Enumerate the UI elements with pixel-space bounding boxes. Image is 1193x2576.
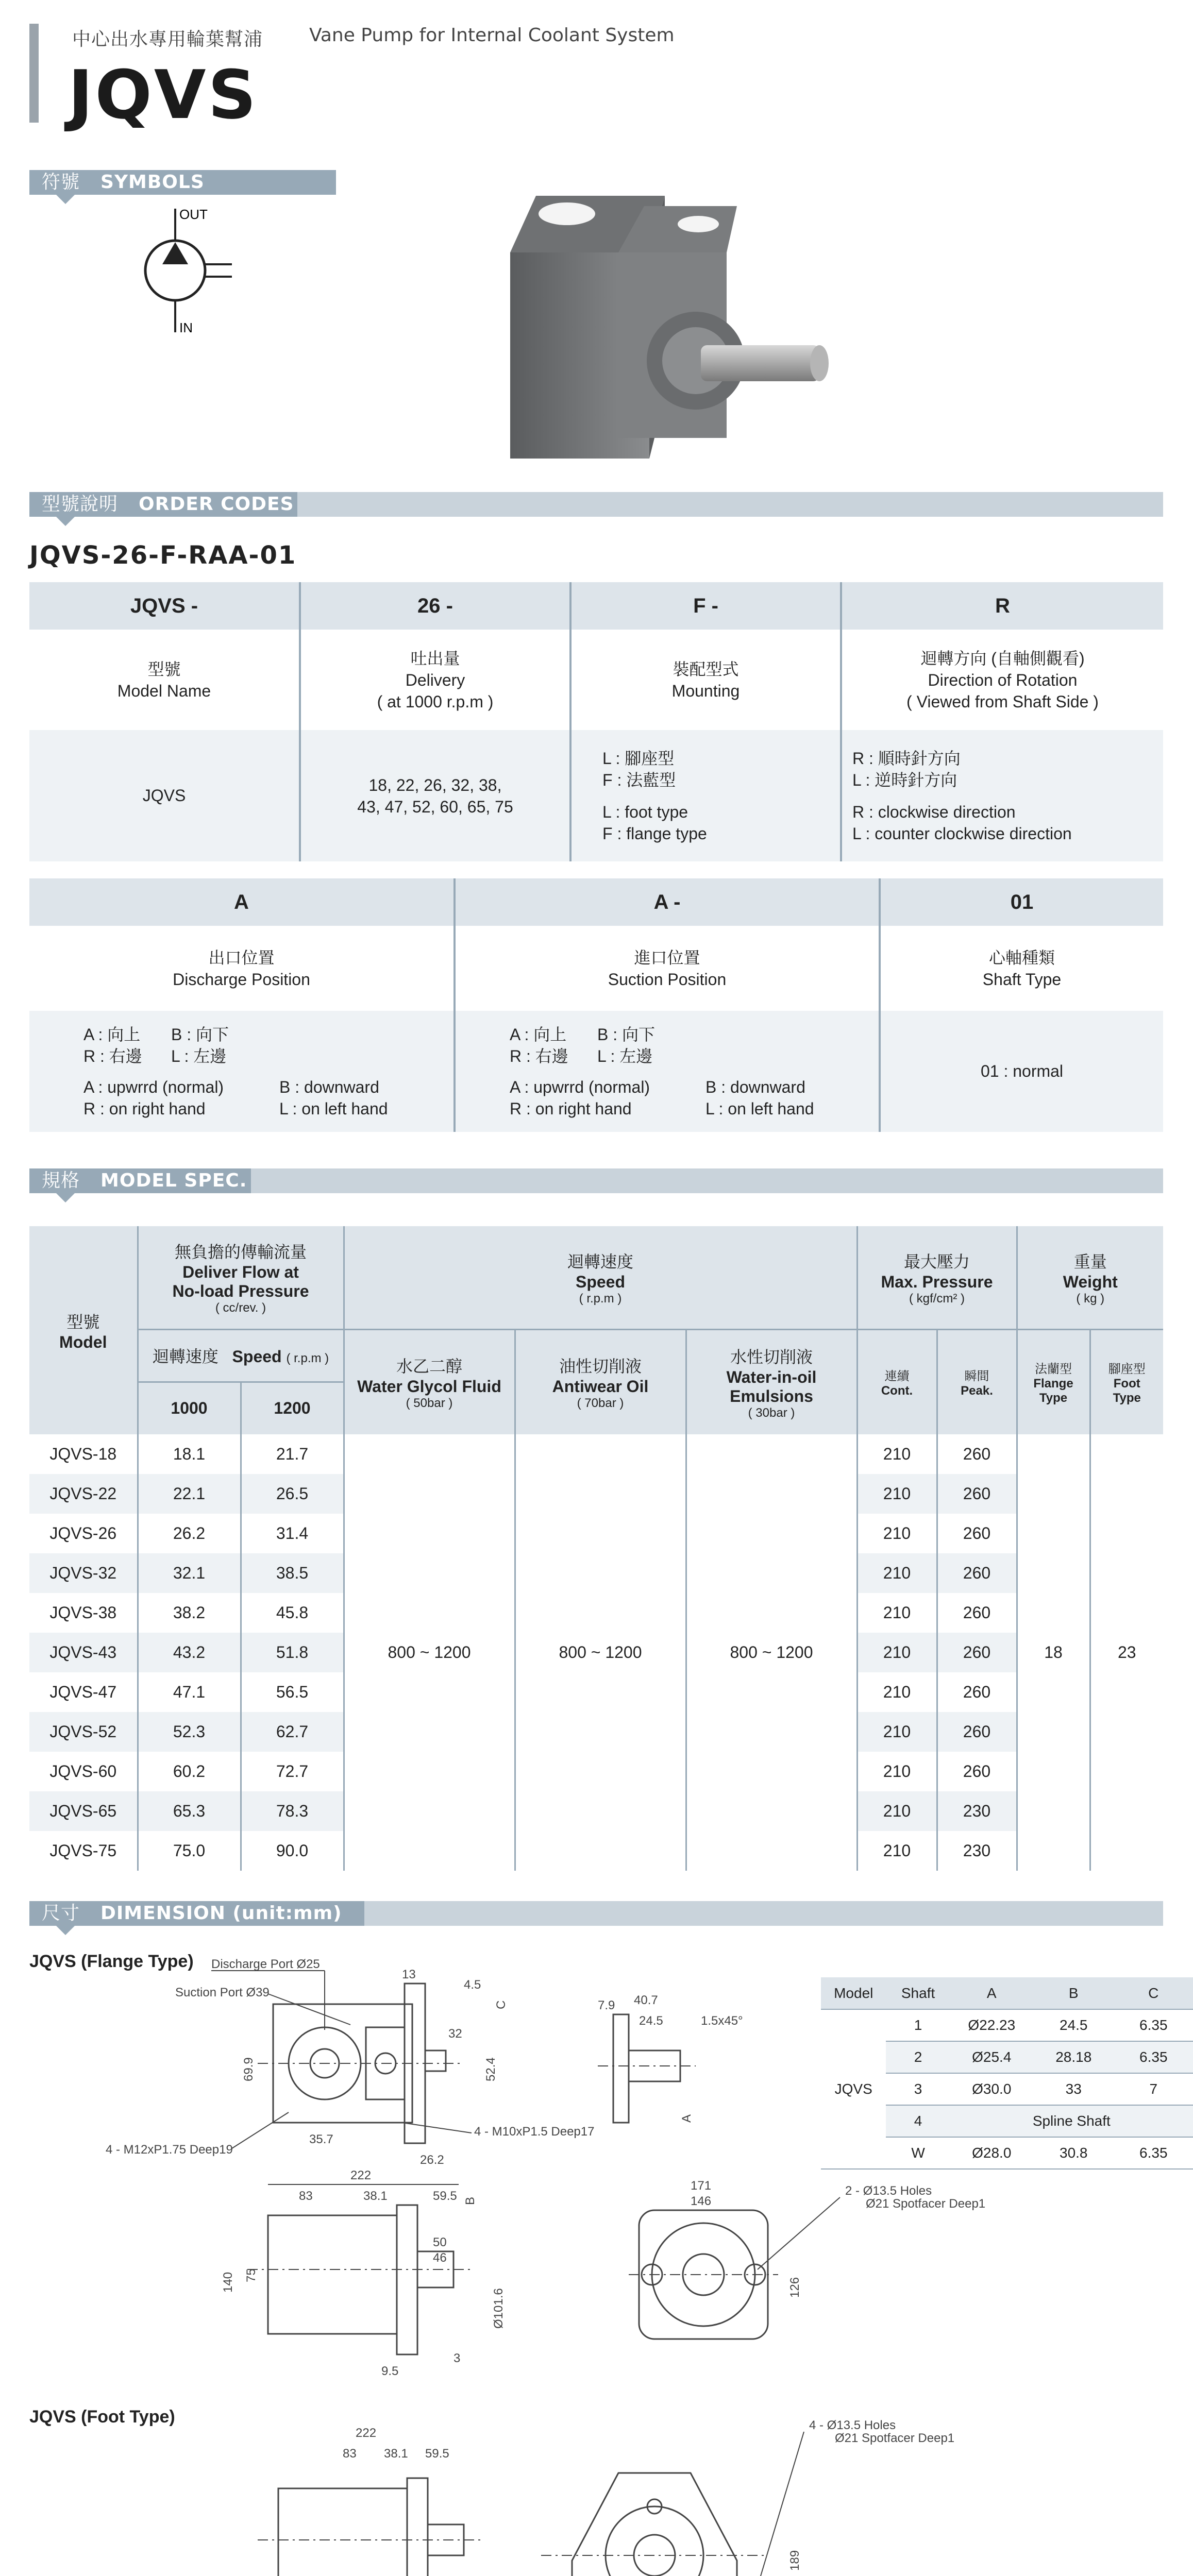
spec-cell: 45.8 [241, 1593, 344, 1633]
svg-text:83: 83 [343, 2447, 357, 2461]
spec-cell: 72.7 [241, 1752, 344, 1791]
svg-text:Ø21 Spotfacer Deep1: Ø21 Spotfacer Deep1 [835, 2431, 955, 2445]
flange-front-view [103, 1958, 618, 2174]
symbols-cn: 符號 [42, 172, 80, 193]
spec-cell: JQVS-52 [29, 1712, 138, 1752]
flange-side-view [206, 2164, 618, 2380]
spec-foot-head: 腳座型 Foot Type [1090, 1329, 1163, 1434]
shaft-dimension-table: Model Shaft A B C JQVS 1 Ø22.23 24.5 6.35 2 Ø25.4 28.18 6.35 3 Ø30.0 33 7 4 Spline Shaft W Ø28.0 30.8 6.35 [821, 1977, 1193, 2170]
model-spec-table [29, 1226, 1163, 1871]
header-accent-bar [29, 24, 39, 123]
cell-delivery-values: 18, 22, 26, 32, 38, 43, 47, 52, 60, 65, 75 [300, 730, 570, 861]
col-head: R [841, 582, 1163, 630]
spec-pressure-head: 最大壓力 Max. Pressure ( kgf/cm² ) [857, 1226, 1017, 1329]
svg-text:C: C [494, 2000, 508, 2009]
order-table-1 [29, 582, 1163, 861]
cell-discharge: 出口位置 Discharge Position [173, 948, 310, 989]
spec-cell: 26.5 [241, 1474, 344, 1514]
spec-cell: 230 [937, 1831, 1017, 1871]
svg-text:4 - Ø13.5 Holes: 4 - Ø13.5 Holes [809, 2418, 896, 2432]
dimension-section [29, 1901, 1163, 1926]
spec-cell: JQVS-47 [49, 1683, 117, 1701]
spec-cell: 31.4 [241, 1514, 344, 1553]
spec-cell: JQVS-22 [29, 1474, 138, 1514]
svg-text:189: 189 [788, 2550, 802, 2571]
symbol-in: IN [179, 320, 193, 335]
spec-flow-head: 無負擔的傳輸流量 Deliver Flow at No-load Pressure ( cc/rev. ) [138, 1226, 344, 1329]
svg-text:38.1: 38.1 [363, 2189, 388, 2203]
spec-cell: 210 [857, 1474, 937, 1514]
spec-cell: 210 [857, 1831, 937, 1871]
spec-cell: 210 [857, 1752, 937, 1791]
spec-speed-head: 迴轉速度 Speed ( r.p.m ) [344, 1226, 857, 1329]
cell-rotation: 迴轉方向 (自軸側觀看) Direction of Rotation ( Viewed from Shaft Side ) [841, 630, 1163, 730]
spec-cell: 47.1 [138, 1672, 241, 1712]
symbols-section [29, 170, 336, 195]
spec-cell: 65.3 [138, 1791, 241, 1831]
spec-glycol-head: 水乙二醇 Water Glycol Fluid ( 50bar ) [344, 1329, 515, 1434]
spec-flange-head: 法蘭型 Flange Type [1017, 1329, 1090, 1434]
order-en: ORDER CODES [139, 494, 294, 515]
spec-cell: 210 [857, 1712, 937, 1752]
spec-cell: 800 ~ 1200 [344, 1434, 515, 1871]
shaft-model: JQVS [821, 2009, 886, 2169]
svg-text:83: 83 [299, 2189, 313, 2203]
svg-text:32: 32 [448, 2027, 462, 2041]
svg-text:59.5: 59.5 [433, 2189, 457, 2203]
spec-cell: 210 [857, 1791, 937, 1831]
flange-type-title: JQVS (Flange Type) [29, 1952, 194, 1971]
svg-text:24.5: 24.5 [639, 2014, 663, 2028]
cell-mounting-values: L : 腳座型 F : 法藍型 L : foot type F : flange type [570, 730, 841, 861]
svg-text:52.4: 52.4 [484, 2057, 498, 2081]
spec-weight-head: 重量 Weight ( kg ) [1017, 1226, 1163, 1329]
svg-text:Discharge Port Ø25: Discharge Port Ø25 [211, 1958, 320, 1971]
svg-text:Ø101.6: Ø101.6 [492, 2288, 506, 2329]
spec-cell: 800 ~ 1200 [515, 1434, 686, 1871]
order-codes-section [29, 492, 1163, 517]
spec-model-head: 型號 Model [29, 1226, 138, 1434]
spec-cell: 21.7 [241, 1434, 344, 1474]
cell-model-value: JQVS [29, 730, 300, 861]
spec-cell: JQVS-65 [29, 1791, 138, 1831]
spec-cell: JQVS-60 [49, 1762, 117, 1781]
spec-cell: JQVS-26 [49, 1524, 117, 1543]
shaft-head: Model [821, 1977, 886, 2009]
symbols-en: SYMBOLS [100, 172, 205, 193]
spec-cell: JQVS-43 [29, 1633, 138, 1672]
col-head: A - [455, 878, 880, 926]
svg-text:9.5: 9.5 [381, 2364, 399, 2378]
spec-cell: 260 [937, 1672, 1017, 1712]
spec-cell: 260 [937, 1474, 1017, 1514]
spec-cell: 260 [937, 1752, 1017, 1791]
spec-cell: 260 [937, 1633, 1017, 1672]
spec-cell: 43.2 [138, 1633, 241, 1672]
spec-cell: 210 [857, 1514, 937, 1553]
spec-cell: JQVS-75 [49, 1841, 117, 1860]
cell-rotation-values: R : 順時針方向 L : 逆時針方向 R : clockwise direction L : counter clockwise direction [841, 730, 1163, 861]
svg-text:46: 46 [433, 2251, 447, 2265]
symbol-out: OUT [179, 207, 208, 222]
cell-shaft-type: 心軸種類 Shaft Type [880, 926, 1163, 1011]
pump-product-image [495, 175, 855, 484]
cell-suction: 進口位置 Suction Position [455, 926, 880, 1011]
spec-cell: 210 [857, 1434, 937, 1474]
spec-cell: 38.5 [241, 1553, 344, 1593]
svg-text:171: 171 [691, 2179, 712, 2193]
spec-cell: JQVS-38 [49, 1603, 117, 1622]
spec-cell: 260 [937, 1593, 1017, 1633]
svg-text:140: 140 [221, 2272, 235, 2293]
spec-cell: 78.3 [241, 1791, 344, 1831]
spec-en: MODEL SPEC. [100, 1170, 247, 1191]
spec-oil-head: 油性切削液 Antiwear Oil ( 70bar ) [515, 1329, 686, 1434]
svg-text:4.5: 4.5 [464, 1978, 481, 1992]
svg-text:35.7: 35.7 [309, 2132, 333, 2146]
cell-shaft-value: 01 : normal [880, 1011, 1163, 1132]
svg-text:50: 50 [433, 2235, 447, 2249]
cell-suction-values: A : 向上 B : 向下 R : 右邊 L : 左邊 A : upwrrd (normal) B : downward R : on right hand L : on left hand [455, 1011, 880, 1132]
cell-model-name: 型號 Model Name [117, 659, 211, 700]
svg-text:B: B [463, 2196, 477, 2205]
cell-mounting: 裝配型式 Mounting [570, 630, 841, 730]
spec-cell: 210 [857, 1553, 937, 1593]
svg-text:7.9: 7.9 [598, 1998, 615, 2012]
svg-text:69.9: 69.9 [242, 2057, 256, 2081]
svg-text:Suction Port Ø39: Suction Port Ø39 [175, 1986, 270, 1999]
svg-text:4 - M10xP1.5 Deep17: 4 - M10xP1.5 Deep17 [474, 2125, 595, 2139]
spec-peak-head: 瞬間 Peak. [937, 1329, 1017, 1434]
spec-cell: 75.0 [138, 1831, 241, 1871]
foot-end-view [531, 2416, 995, 2576]
spec-cell: 51.8 [241, 1633, 344, 1672]
pump-symbol [134, 204, 237, 343]
spec-cn: 規格 [42, 1170, 80, 1191]
order-code-example: JQVS-26-F-RAA-01 [29, 541, 297, 570]
spec-cell: 90.0 [241, 1831, 344, 1871]
spec-cell: JQVS-18 [49, 1445, 117, 1463]
spec-cell: 22.1 [138, 1474, 241, 1514]
spec-rpm-1000: 1000 [138, 1382, 241, 1434]
spec-rpm-head: 迴轉速度 Speed ( r.p.m ) [138, 1329, 344, 1382]
svg-text:1.5x45°: 1.5x45° [701, 2014, 743, 2028]
spec-cell: 230 [937, 1791, 1017, 1831]
spec-cell: 18 [1017, 1434, 1090, 1871]
spec-emulsion-head: 水性切削液 Water-in-oil Emulsions ( 30bar ) [686, 1329, 857, 1434]
spec-cell: 800 ~ 1200 [686, 1434, 857, 1871]
order-cn: 型號說明 [42, 494, 119, 515]
svg-text:13: 13 [402, 1968, 416, 1981]
svg-text:222: 222 [350, 2168, 372, 2182]
svg-text:146: 146 [691, 2194, 712, 2208]
spec-cell: 260 [937, 1434, 1017, 1474]
svg-text:3: 3 [453, 2351, 461, 2365]
svg-text:2 - Ø13.5 Holes: 2 - Ø13.5 Holes [845, 2184, 932, 2198]
foot-type-title: JQVS (Foot Type) [29, 2407, 175, 2427]
spec-cell: 38.2 [138, 1593, 241, 1633]
svg-text:A: A [680, 2114, 694, 2123]
col-head: F - [570, 582, 841, 630]
svg-text:222: 222 [356, 2426, 377, 2440]
foot-side-view [258, 2421, 526, 2576]
flange-end-view [608, 2179, 1010, 2370]
dimension-en: DIMENSION (unit:mm) [100, 1903, 342, 1924]
col-head: A [29, 878, 455, 926]
svg-text:38.1: 38.1 [384, 2447, 408, 2461]
order-table-2 [29, 878, 1163, 1132]
spec-cell: 56.5 [241, 1672, 344, 1712]
spec-cell: 260 [937, 1553, 1017, 1593]
spec-rpm-1200: 1200 [241, 1382, 344, 1434]
cell-delivery: 吐出量 Delivery ( at 1000 r.p.m ) [300, 630, 570, 730]
model-title: JQVS [68, 56, 259, 134]
svg-text:40.7: 40.7 [634, 1994, 658, 2007]
spec-cell: 32.1 [138, 1553, 241, 1593]
shaft-head: A [950, 1977, 1033, 2009]
svg-text:26.2: 26.2 [420, 2153, 444, 2167]
svg-text:75: 75 [244, 2268, 258, 2282]
shaft-head: Shaft [886, 1977, 950, 2009]
col-head: 26 - [300, 582, 570, 630]
shaft-detail-view [598, 1994, 783, 2159]
spec-row [29, 1434, 1163, 1474]
header-title-cn: 中心出水專用輪葉幫浦 [72, 29, 263, 50]
spec-cell: 210 [857, 1633, 937, 1672]
svg-text:4 - M12xP1.75 Deep19: 4 - M12xP1.75 Deep19 [106, 2143, 233, 2157]
shaft-head: C [1114, 1977, 1193, 2009]
spec-cell: 260 [937, 1712, 1017, 1752]
col-head: JQVS - [29, 582, 300, 630]
col-head: 01 [880, 878, 1163, 926]
svg-text:Ø21 Spotfacer Deep1: Ø21 Spotfacer Deep1 [866, 2197, 986, 2211]
svg-text:59.5: 59.5 [425, 2447, 449, 2461]
spec-cont-head: 連續 Cont. [857, 1329, 937, 1434]
spec-cell: 26.2 [138, 1514, 241, 1553]
spec-cell: 23 [1090, 1434, 1163, 1871]
spec-cell: 210 [857, 1593, 937, 1633]
header-title-en: Vane Pump for Internal Coolant System [309, 25, 675, 46]
dimension-cn: 尺寸 [42, 1903, 80, 1924]
model-spec-section [29, 1168, 1163, 1193]
spec-cell: 60.2 [138, 1752, 241, 1791]
spec-cell: 52.3 [138, 1712, 241, 1752]
spec-cell: 260 [937, 1514, 1017, 1553]
cell-discharge-values: A : 向上 B : 向下 R : 右邊 L : 左邊 A : upwrrd (normal) B : downward R : on right hand L : on left hand [29, 1011, 455, 1132]
svg-text:126: 126 [788, 2277, 802, 2298]
shaft-head: B [1033, 1977, 1114, 2009]
spec-cell: 62.7 [241, 1712, 344, 1752]
spec-cell: 18.1 [138, 1434, 241, 1474]
spec-cell: 210 [857, 1672, 937, 1712]
spec-cell: JQVS-32 [29, 1553, 138, 1593]
